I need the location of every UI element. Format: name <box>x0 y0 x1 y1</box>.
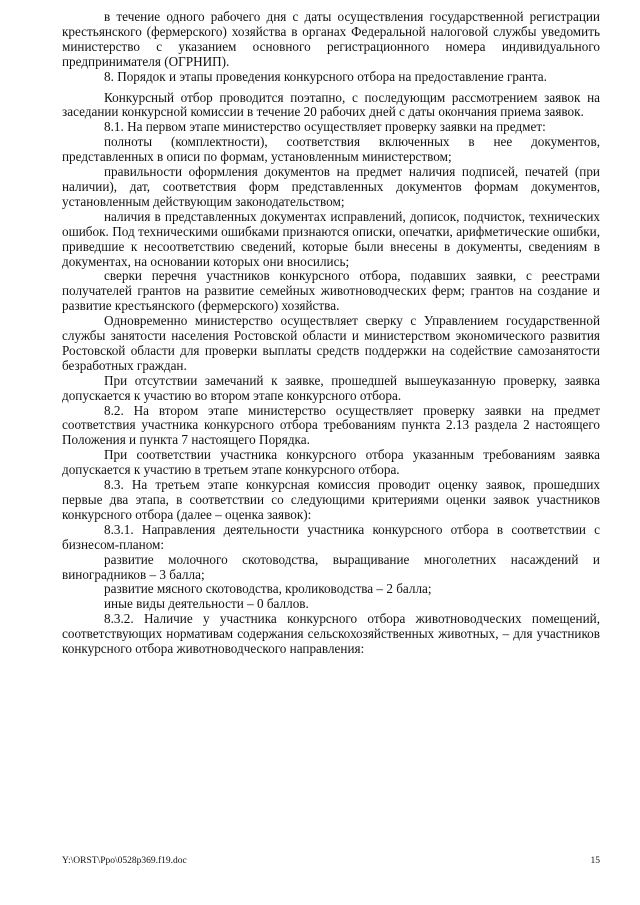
list-item: сверки перечня участников конкурсного отбора, подавших заявки, с реестрами получателей грантов на развитие семейных животноводческих ферм; грантов на создание и развитие крестьянского (фермерского) хозяйства. <box>62 268 600 314</box>
paragraph: 8.1. На первом этапе министерство осуществляет проверку заявки на предмет: <box>104 119 546 135</box>
paragraph: 8.3. На третьем этапе конкурсная комиссия проводит оценку заявок, прошедших первые два этапа, в соответствии со следующими критериями оценки заявок участников конкурсного отбора (далее – оценка заявок): <box>62 477 600 522</box>
paragraph: в течение одного рабочего дня с даты осуществления государственной регистрации крестьянского (фермерского) хозяйства в органах Федеральной налоговой службы уведомить министерство с указанием основного регистрационного номера индивидуального предпринимателя (ОГРНИП). <box>62 9 600 69</box>
paragraph: При соответствии участника конкурсного отбора указанным требованиям заявка допускается к участию в третьем этапе конкурсного отбора. <box>62 447 600 478</box>
list-item: развитие молочного скотоводства, выращивание многолетних насаждений и виноградников – 3 балла; <box>62 551 600 582</box>
list-item: развитие мясного скотоводства, кролиководства – 2 балла; <box>104 581 432 597</box>
paragraph: 8.2. На втором этапе министерство осуществляет проверку заявки на предмет соответствия участника конкурсного отбора требованиям пункта 2.13 раздела 2 настоящего Положения и пункта 7 настоящего Порядка. <box>62 402 600 448</box>
list-item: полноты (комплектности), соответствия включенных в нее документов, представленных в описи по формам, установленным министерством; <box>62 134 600 165</box>
list-item: наличия в представленных документах исправлений, дописок, подчисток, технических ошибок. Под техническими ошибками признаются описки, опечатки, арифметические ошибки, приведшие к несоответствию сведений, которые были внесены в документы, сведениям в документах, на основании которых они вносились; <box>62 208 600 269</box>
paragraph: При отсутствии замечаний к заявке, прошедшей вышеуказанную проверку, заявка допускается к участию во втором этапе конкурсного отбора. <box>62 372 600 403</box>
list-item: иные виды деятельности – 0 баллов. <box>104 596 309 612</box>
file-path: Y:\ORST\Ppo\0528p369.f19.doc <box>62 856 187 866</box>
paragraph: Конкурсный отбор проводится поэтапно, с последующим рассмотрением заявок на заседании конкурсной комиссии в течение 20 рабочих дней с даты окончания приема заявок. <box>62 89 600 120</box>
paragraph: 8.3.2. Наличие у участника конкурсного отбора животноводческих помещений, соответствующих нормативам содержания сельскохозяйственных животных, – для участников конкурсного отбора животноводческого направления: <box>62 611 600 657</box>
page-footer <box>62 856 600 866</box>
page-number: 15 <box>590 856 600 866</box>
document-body <box>62 10 600 657</box>
paragraph: Одновременно министерство осуществляет сверку с Управлением государственной службы занятости населения Ростовской области и министерством экономического развития Ростовской области для проверки выплаты средств поддержки на содействие самозанятости безработных граждан. <box>62 313 600 373</box>
paragraph: 8.3.1. Направления деятельности участника конкурсного отбора в соответствии с бизнесом-планом: <box>62 521 600 552</box>
list-item: правильности оформления документов на предмет наличия подписей, печатей (при наличии), дат, соответствия форм представленных документов формам документов, установленным действующим законодательством; <box>62 164 600 209</box>
section-heading: 8. Порядок и этапы проведения конкурсного отбора на предоставление гранта. <box>104 68 547 84</box>
